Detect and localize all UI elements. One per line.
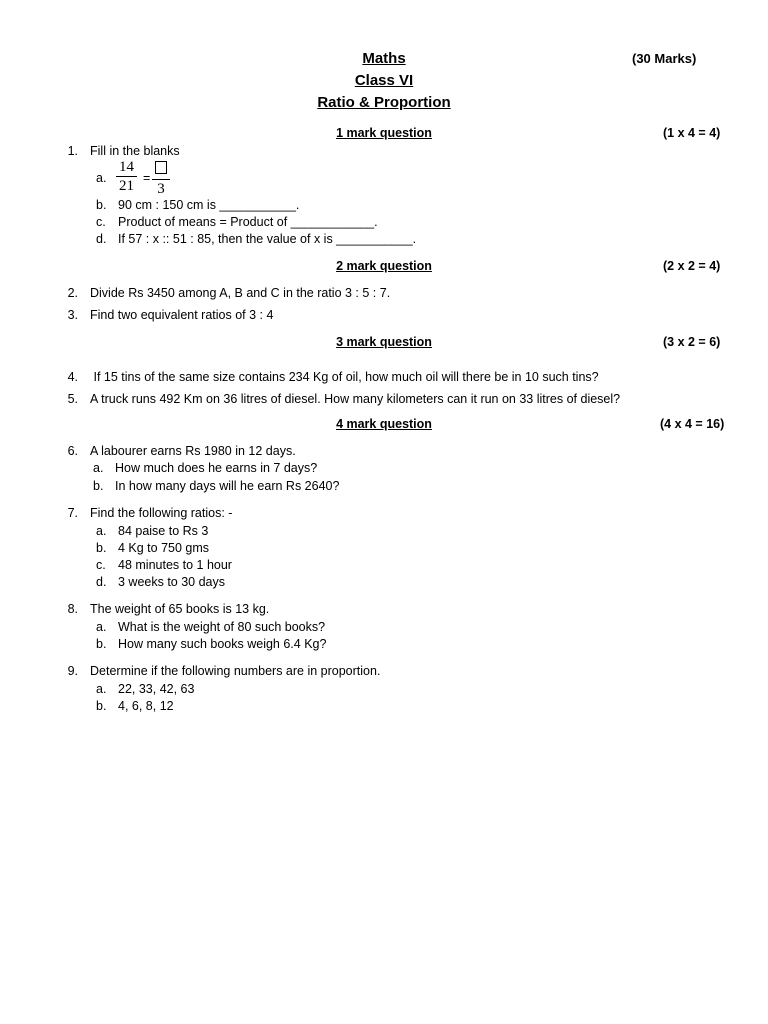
part-label: c. <box>96 558 106 572</box>
question-number: 9. <box>67 664 78 678</box>
part-label: b. <box>96 699 107 713</box>
part-text: Product of means = Product of ____________. <box>118 215 378 229</box>
section-marks-2-mark: (2 x 2 = 4) <box>663 259 721 273</box>
part-text: 4, 6, 8, 12 <box>118 699 174 713</box>
fraction-denominator: 3 <box>157 181 165 197</box>
part-label: a. <box>96 620 107 634</box>
part-text: 90 cm : 150 cm is ___________. <box>118 198 300 212</box>
part-label: a. <box>96 524 107 538</box>
question-number: 4. <box>67 370 78 384</box>
section-marks-3-mark: (3 x 2 = 6) <box>663 335 721 349</box>
part-text: 84 paise to Rs 3 <box>118 524 209 538</box>
section-marks-4-mark: (4 x 4 = 16) <box>660 417 725 431</box>
fraction-left <box>116 158 137 195</box>
section-heading-2-mark: 2 mark question <box>336 259 432 273</box>
question-number: 1. <box>67 144 78 158</box>
question-number: 8. <box>67 602 78 616</box>
question-number: 7. <box>67 506 78 520</box>
question-text: The weight of 65 books is 13 kg. <box>90 602 270 616</box>
part-text: 48 minutes to 1 hour <box>118 558 232 572</box>
section-heading-3-mark: 3 mark question <box>336 335 432 349</box>
section-marks-1-mark: (1 x 4 = 4) <box>663 126 721 140</box>
question-number: 6. <box>67 444 78 458</box>
part-label: b. <box>96 198 107 212</box>
blank-box-icon <box>152 158 170 180</box>
part-text: How many such books weigh 6.4 Kg? <box>118 637 327 651</box>
equals-sign: = <box>143 171 151 185</box>
question-text: Find two equivalent ratios of 3 : 4 <box>90 308 274 322</box>
question-text: If 15 tins of the same size contains 234 Kg of oil, how much oil will there be in 10 such tins? <box>90 370 599 384</box>
question-text: Determine if the following numbers are in proportion. <box>90 664 381 678</box>
part-text: 4 Kg to 750 gms <box>118 541 210 555</box>
class-title: Class VI <box>354 72 414 89</box>
part-text: 22, 33, 42, 63 <box>118 682 195 696</box>
part-label: b. <box>96 637 107 651</box>
part-label: a. <box>93 461 104 475</box>
part-label: d. <box>96 575 107 589</box>
section-heading-4-mark: 4 mark question <box>336 417 432 431</box>
fraction-denominator: 21 <box>119 178 134 194</box>
question-number: 5. <box>67 392 78 406</box>
fraction-right <box>152 158 170 198</box>
topic-title: Ratio & Proportion <box>317 94 451 111</box>
part-label: c. <box>96 215 106 229</box>
subject-title: Maths <box>362 50 406 67</box>
fraction-numerator: 14 <box>116 158 137 177</box>
question-text: Fill in the blanks <box>90 144 180 158</box>
question-number: 2. <box>67 286 78 300</box>
part-label: a. <box>96 171 107 185</box>
part-text: In how many days will he earn Rs 2640? <box>115 479 340 493</box>
question-text: A labourer earns Rs 1980 in 12 days. <box>90 444 296 458</box>
question-text: A truck runs 492 Km on 36 litres of diesel. How many kilometers can it run on 33 litres of diesel? <box>90 392 621 406</box>
question-text: Find the following ratios: - <box>90 506 233 520</box>
part-text: If 57 : x :: 51 : 85, then the value of x is ___________. <box>118 232 417 246</box>
total-marks: (30 Marks) <box>632 51 697 66</box>
question-number: 3. <box>67 308 78 322</box>
part-label: d. <box>96 232 107 246</box>
part-label: b. <box>96 541 107 555</box>
section-heading-1-mark: 1 mark question <box>336 126 432 140</box>
part-text: How much does he earns in 7 days? <box>115 461 318 475</box>
part-label: a. <box>96 682 107 696</box>
part-text: What is the weight of 80 such books? <box>118 620 326 634</box>
question-text: Divide Rs 3450 among A, B and C in the ratio 3 : 5 : 7. <box>90 286 391 300</box>
part-label: b. <box>93 479 104 493</box>
part-text: 3 weeks to 30 days <box>118 575 226 589</box>
